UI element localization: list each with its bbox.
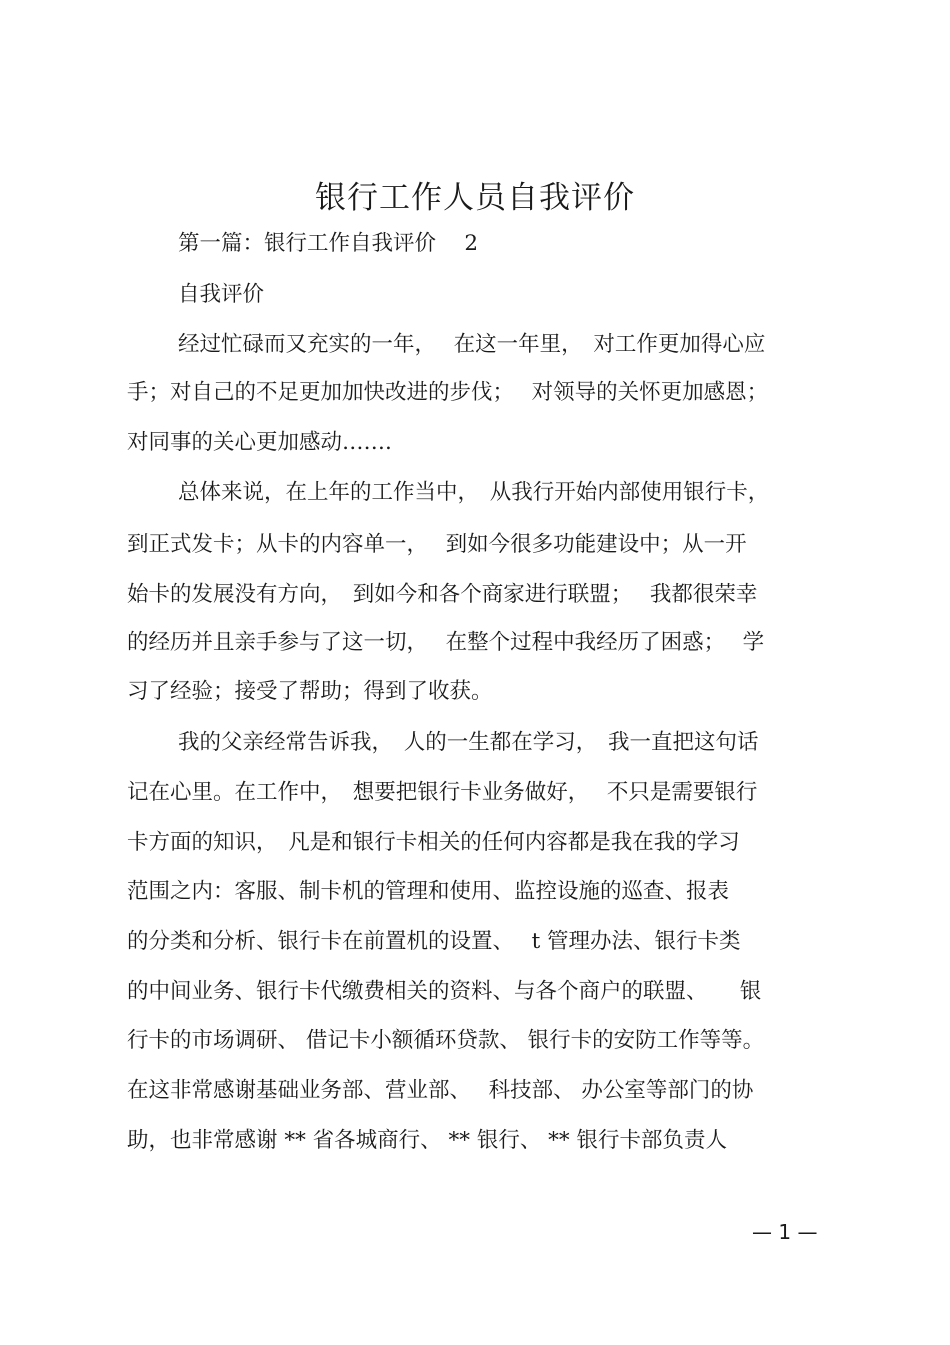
paragraph-line: 经过忙碌而又充实的一年， 在这一年里， 对工作更加得心应 (178, 332, 766, 357)
paragraph-line: 记在心里。在工作中， 想要把银行卡业务做好， 不只是需要银行 (127, 780, 758, 805)
paragraph-line: 在这非常感谢基础业务部、营业部、 科技部、 办公室等部门的协 (127, 1078, 754, 1103)
document-title: 银行工作人员自我评价 (315, 180, 635, 216)
paragraph-line: 行卡的市场调研、 借记卡小额循环贷款、 银行卡的安防工作等等。 (127, 1028, 765, 1053)
paragraph-line: 卡方面的知识， 凡是和银行卡相关的任何内容都是我在我的学习 (127, 830, 740, 855)
paragraph-line: 总体来说，在上年的工作当中， 从我行开始内部使用银行卡， (178, 480, 770, 505)
paragraph-line: 的中间业务、银行卡代缴费相关的资料、与各个商户的联盟、 银 (127, 979, 762, 1004)
paragraph-line: 范围之内：客服、制卡机的管理和使用、监控设施的巡查、报表 (127, 879, 730, 904)
paragraph-line: 始卡的发展没有方向， 到如今和各个商家进行联盟； 我都很荣幸 (127, 582, 758, 607)
paragraph-line: 手；对自己的不足更加加快改进的步伐； 对领导的关怀更加感恩； (127, 380, 769, 405)
paragraph-line: 的经历并且亲手参与了这一切， 在整个过程中我经历了困惑； 学 (127, 630, 765, 655)
section-heading: 第一篇：银行工作自我评价 2 (178, 231, 479, 256)
paragraph-line: 的分类和分析、银行卡在前置机的设置、 t 管理办法、银行卡类 (127, 929, 741, 954)
page-number: — 1 — (752, 1220, 818, 1244)
paragraph-line: 到正式发卡；从卡的内容单一， 到如今很多功能建设中；从一开 (127, 532, 747, 557)
paragraph-line: 对同事的关心更加感动……. (127, 430, 392, 455)
subsection-heading: 自我评价 (178, 282, 265, 307)
paragraph-line: 我的父亲经常告诉我， 人的一生都在学习， 我一直把这句话 (178, 730, 759, 755)
paragraph-line: 助，也非常感谢 ** 省各城商行、 ** 银行、 ** 银行卡部负责人 (127, 1128, 728, 1153)
paragraph-line: 习了经验；接受了帮助；得到了收获。 (127, 679, 493, 704)
